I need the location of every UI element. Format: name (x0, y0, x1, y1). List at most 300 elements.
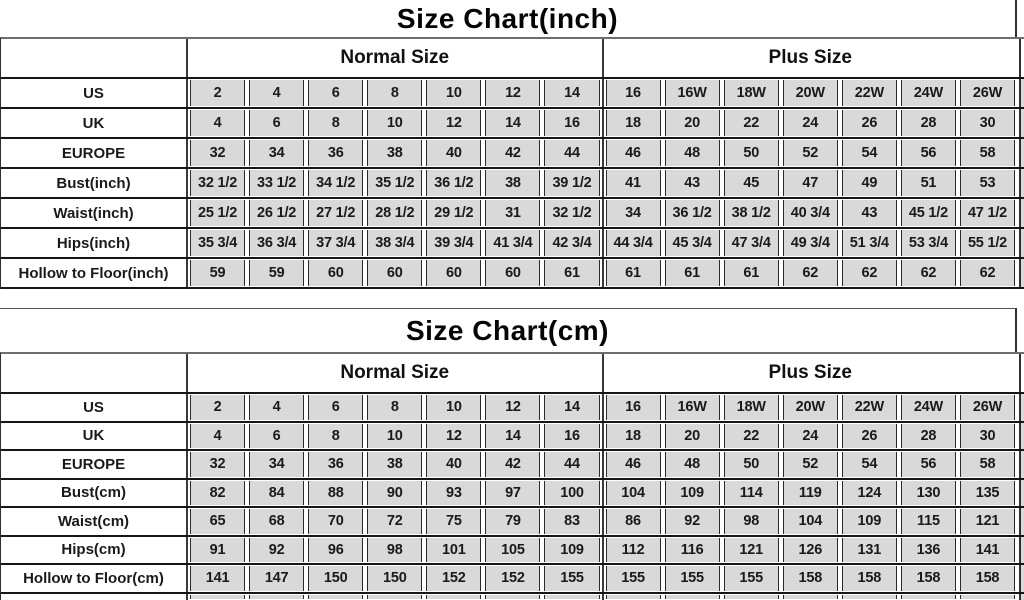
table-header-row (1, 354, 1024, 394)
table-row (1, 79, 1024, 109)
size-cell: 38 (485, 170, 540, 196)
table-right-edge (1019, 423, 1024, 450)
cropped-row-strip (0, 594, 1024, 600)
plus-size-header: Plus Size (602, 354, 1018, 392)
size-cell: 34 (606, 200, 661, 226)
page-title-cm: Size Chart(cm) (0, 308, 1017, 352)
size-cell: 38 3/4 (367, 230, 422, 256)
size-cell (367, 595, 422, 599)
size-cell: 32 1/2 (544, 200, 599, 226)
size-cell: 41 3/4 (485, 230, 540, 256)
size-cell: 34 (249, 452, 304, 477)
size-cell: 104 (606, 481, 661, 506)
size-cell: 51 3/4 (842, 230, 897, 256)
plus-size-group (602, 423, 1018, 450)
table-right-edge (1019, 508, 1024, 535)
table-right-edge (1019, 394, 1024, 421)
size-cell (724, 595, 779, 599)
size-cell: 16 (544, 424, 599, 449)
size-cell: 114 (724, 481, 779, 506)
size-cell: 82 (190, 481, 245, 506)
size-cell: 58 (960, 140, 1015, 166)
size-cell: 126 (783, 538, 838, 563)
normal-size-group (186, 169, 602, 197)
size-cell (308, 595, 363, 599)
size-cell: 32 (190, 140, 245, 166)
size-cell: 22W (842, 395, 897, 420)
normal-size-group (186, 565, 602, 592)
size-cell: 150 (367, 566, 422, 591)
row-label: UK (1, 423, 186, 450)
size-cell: 83 (544, 509, 599, 534)
size-cell: 22 (724, 110, 779, 136)
size-cell: 65 (190, 509, 245, 534)
size-cell: 10 (426, 395, 481, 420)
size-cell: 48 (665, 452, 720, 477)
size-cell: 4 (249, 395, 304, 420)
normal-size-group (186, 394, 602, 421)
size-cell: 60 (426, 260, 481, 286)
size-cell: 40 (426, 140, 481, 166)
normal-size-group (186, 423, 602, 450)
size-cell: 92 (249, 538, 304, 563)
table-body-inch (1, 79, 1024, 289)
size-cell: 8 (308, 424, 363, 449)
table-row (1, 169, 1024, 199)
size-cell: 20W (783, 395, 838, 420)
page-title-inch: Size Chart(inch) (0, 0, 1017, 37)
plus-size-group (602, 594, 1018, 600)
size-cell: 152 (426, 566, 481, 591)
size-cell (249, 595, 304, 599)
table-right-edge (1019, 594, 1024, 600)
size-cell: 55 1/2 (960, 230, 1015, 256)
size-cell: 50 (724, 140, 779, 166)
size-cell: 4 (190, 424, 245, 449)
size-cell: 28 1/2 (367, 200, 422, 226)
size-cell: 101 (426, 538, 481, 563)
size-cell: 14 (544, 80, 599, 106)
size-cell: 16 (606, 395, 661, 420)
size-cell: 25 1/2 (190, 200, 245, 226)
size-cell: 39 1/2 (544, 170, 599, 196)
size-cell: 109 (665, 481, 720, 506)
row-label: Hips(cm) (1, 537, 186, 564)
size-cell: 155 (665, 566, 720, 591)
size-cell: 109 (544, 538, 599, 563)
plus-size-group (602, 109, 1018, 137)
size-cell: 62 (901, 260, 956, 286)
size-cell: 47 (783, 170, 838, 196)
row-label: EUROPE (1, 451, 186, 478)
size-cell: 35 1/2 (367, 170, 422, 196)
row-label: Waist(inch) (1, 199, 186, 227)
table-right-edge (1019, 109, 1024, 137)
size-cell (485, 595, 540, 599)
size-cell: 36 (308, 140, 363, 166)
size-cell: 75 (426, 509, 481, 534)
size-cell: 54 (842, 452, 897, 477)
size-cell: 46 (606, 140, 661, 166)
size-cell: 100 (544, 481, 599, 506)
size-cell: 158 (901, 566, 956, 591)
size-cell: 27 1/2 (308, 200, 363, 226)
plus-size-group (602, 259, 1018, 287)
plus-size-group (602, 139, 1018, 167)
size-cell: 116 (665, 538, 720, 563)
normal-size-group (186, 109, 602, 137)
size-cell: 10 (367, 424, 422, 449)
table-right-edge (1019, 354, 1024, 392)
cropped-row (1, 594, 1024, 600)
size-cell (783, 595, 838, 599)
plus-size-group (602, 199, 1018, 227)
size-cell: 28 (901, 424, 956, 449)
size-cell: 31 (485, 200, 540, 226)
size-cell: 68 (249, 509, 304, 534)
size-cell: 22 (724, 424, 779, 449)
size-cell: 37 3/4 (308, 230, 363, 256)
size-cell: 24W (901, 80, 956, 106)
size-table-inch (0, 37, 1024, 289)
size-cell (606, 595, 661, 599)
size-cell: 32 (190, 452, 245, 477)
row-label: EUROPE (1, 139, 186, 167)
size-cell: 33 1/2 (249, 170, 304, 196)
plus-size-header: Plus Size (602, 39, 1018, 77)
table-right-edge (1019, 451, 1024, 478)
size-cell: 16W (665, 80, 720, 106)
corner-cell (1, 354, 186, 392)
size-cell: 121 (724, 538, 779, 563)
size-cell: 36 3/4 (249, 230, 304, 256)
table-right-edge (1019, 39, 1024, 77)
size-cell: 124 (842, 481, 897, 506)
size-cell: 119 (783, 481, 838, 506)
size-cell: 30 (960, 110, 1015, 136)
size-cell: 28 (901, 110, 956, 136)
table-gap (0, 289, 1024, 308)
size-cell: 59 (249, 260, 304, 286)
size-cell: 105 (485, 538, 540, 563)
size-cell: 6 (308, 395, 363, 420)
size-cell: 62 (783, 260, 838, 286)
size-cell: 92 (665, 509, 720, 534)
size-cell: 26 1/2 (249, 200, 304, 226)
size-cell: 12 (426, 110, 481, 136)
size-cell: 109 (842, 509, 897, 534)
size-cell: 158 (960, 566, 1015, 591)
size-cell: 38 (367, 452, 422, 477)
size-cell: 44 3/4 (606, 230, 661, 256)
table-row (1, 139, 1024, 169)
size-cell: 131 (842, 538, 897, 563)
size-cell: 155 (724, 566, 779, 591)
table-row (1, 508, 1024, 537)
table-right-edge (1019, 139, 1024, 167)
size-cell: 2 (190, 395, 245, 420)
size-cell: 51 (901, 170, 956, 196)
size-cell: 61 (665, 260, 720, 286)
plus-size-group (602, 508, 1018, 535)
size-cell: 70 (308, 509, 363, 534)
size-cell: 155 (544, 566, 599, 591)
size-cell: 45 3/4 (665, 230, 720, 256)
row-label: UK (1, 109, 186, 137)
size-cell: 12 (426, 424, 481, 449)
row-label: Bust(cm) (1, 480, 186, 507)
size-cell: 42 3/4 (544, 230, 599, 256)
size-cell: 14 (544, 395, 599, 420)
size-cell: 26W (960, 80, 1015, 106)
size-cell: 141 (190, 566, 245, 591)
row-label: Hollow to Floor(cm) (1, 565, 186, 592)
normal-size-group (186, 594, 602, 600)
table-row (1, 229, 1024, 259)
size-cell: 24 (783, 110, 838, 136)
size-cell: 12 (485, 80, 540, 106)
size-cell: 2 (190, 80, 245, 106)
size-cell: 61 (724, 260, 779, 286)
size-cell: 60 (308, 260, 363, 286)
size-cell: 4 (249, 80, 304, 106)
size-cell: 18 (606, 110, 661, 136)
size-cell: 16 (606, 80, 661, 106)
size-cell: 24 (783, 424, 838, 449)
table-right-edge (1019, 229, 1024, 257)
table-row (1, 537, 1024, 566)
size-cell: 36 (308, 452, 363, 477)
size-cell: 40 (426, 452, 481, 477)
size-cell: 38 (367, 140, 422, 166)
plus-size-group (602, 394, 1018, 421)
size-cell: 6 (308, 80, 363, 106)
size-cell: 8 (367, 395, 422, 420)
table-row (1, 259, 1024, 289)
size-cell: 16 (544, 110, 599, 136)
size-cell: 35 3/4 (190, 230, 245, 256)
size-cell: 6 (249, 424, 304, 449)
size-cell: 20 (665, 110, 720, 136)
table-row (1, 423, 1024, 452)
size-cell: 84 (249, 481, 304, 506)
row-label: US (1, 79, 186, 107)
size-cell: 10 (426, 80, 481, 106)
size-cell: 98 (724, 509, 779, 534)
size-cell: 49 (842, 170, 897, 196)
size-cell: 112 (606, 538, 661, 563)
size-cell: 136 (901, 538, 956, 563)
table-row (1, 109, 1024, 139)
size-cell: 62 (960, 260, 1015, 286)
size-cell: 97 (485, 481, 540, 506)
size-cell: 8 (367, 80, 422, 106)
corner-cell (1, 39, 186, 77)
size-cell: 39 3/4 (426, 230, 481, 256)
size-cell: 150 (308, 566, 363, 591)
row-label: Hips(inch) (1, 229, 186, 257)
row-label: US (1, 394, 186, 421)
table-row (1, 480, 1024, 509)
size-cell: 50 (724, 452, 779, 477)
size-cell: 45 1/2 (901, 200, 956, 226)
normal-size-group (186, 79, 602, 107)
size-cell: 158 (783, 566, 838, 591)
size-cell: 34 1/2 (308, 170, 363, 196)
size-cell: 61 (544, 260, 599, 286)
size-cell: 42 (485, 452, 540, 477)
size-cell (190, 595, 245, 599)
size-cell: 6 (249, 110, 304, 136)
normal-size-group (186, 537, 602, 564)
size-cell: 18 (606, 424, 661, 449)
size-cell: 59 (190, 260, 245, 286)
size-cell: 121 (960, 509, 1015, 534)
size-cell: 72 (367, 509, 422, 534)
table-row (1, 394, 1024, 423)
size-cell: 147 (249, 566, 304, 591)
row-label: Waist(cm) (1, 508, 186, 535)
normal-size-header: Normal Size (186, 39, 602, 77)
table-right-edge (1019, 199, 1024, 227)
size-cell: 43 (842, 200, 897, 226)
size-cell: 14 (485, 110, 540, 136)
size-cell: 52 (783, 140, 838, 166)
size-cell: 40 3/4 (783, 200, 838, 226)
size-cell: 36 1/2 (665, 200, 720, 226)
size-cell: 47 3/4 (724, 230, 779, 256)
size-cell: 42 (485, 140, 540, 166)
table-header-row (1, 39, 1024, 79)
normal-size-header: Normal Size (186, 354, 602, 392)
table-right-edge (1019, 537, 1024, 564)
size-cell: 20 (665, 424, 720, 449)
row-label (1, 594, 186, 600)
size-cell: 14 (485, 424, 540, 449)
size-cell (665, 595, 720, 599)
size-cell: 88 (308, 481, 363, 506)
size-cell (842, 595, 897, 599)
size-cell: 20W (783, 80, 838, 106)
size-cell: 62 (842, 260, 897, 286)
size-cell: 34 (249, 140, 304, 166)
plus-size-group (602, 480, 1018, 507)
size-cell: 44 (544, 452, 599, 477)
plus-size-group (602, 537, 1018, 564)
size-cell: 26 (842, 110, 897, 136)
plus-size-group (602, 565, 1018, 592)
normal-size-group (186, 259, 602, 287)
normal-size-group (186, 229, 602, 257)
size-cell: 26 (842, 424, 897, 449)
size-cell: 53 3/4 (901, 230, 956, 256)
size-cell: 22W (842, 80, 897, 106)
table-right-edge (1019, 565, 1024, 592)
size-cell: 10 (367, 110, 422, 136)
size-cell: 16W (665, 395, 720, 420)
size-cell: 104 (783, 509, 838, 534)
size-cell: 32 1/2 (190, 170, 245, 196)
size-cell (426, 595, 481, 599)
size-cell: 49 3/4 (783, 230, 838, 256)
size-cell: 90 (367, 481, 422, 506)
size-cell: 53 (960, 170, 1015, 196)
size-cell: 36 1/2 (426, 170, 481, 196)
size-cell: 58 (960, 452, 1015, 477)
size-cell: 46 (606, 452, 661, 477)
size-cell: 18W (724, 395, 779, 420)
size-cell: 61 (606, 260, 661, 286)
size-cell (901, 595, 956, 599)
size-cell: 30 (960, 424, 1015, 449)
size-cell: 130 (901, 481, 956, 506)
size-cell: 52 (783, 452, 838, 477)
size-cell: 18W (724, 80, 779, 106)
size-cell (960, 595, 1015, 599)
size-cell: 26W (960, 395, 1015, 420)
size-cell: 98 (367, 538, 422, 563)
normal-size-group (186, 451, 602, 478)
size-cell: 47 1/2 (960, 200, 1015, 226)
size-cell: 141 (960, 538, 1015, 563)
size-cell: 86 (606, 509, 661, 534)
size-cell: 44 (544, 140, 599, 166)
row-label: Bust(inch) (1, 169, 186, 197)
size-cell: 155 (606, 566, 661, 591)
table-right-edge (1019, 169, 1024, 197)
plus-size-group (602, 169, 1018, 197)
plus-size-group (602, 79, 1018, 107)
size-cell: 56 (901, 452, 956, 477)
normal-size-group (186, 199, 602, 227)
size-cell: 158 (842, 566, 897, 591)
size-cell: 38 1/2 (724, 200, 779, 226)
table-row (1, 565, 1024, 594)
size-cell: 4 (190, 110, 245, 136)
normal-size-group (186, 508, 602, 535)
table-right-edge (1019, 79, 1024, 107)
table-row (1, 451, 1024, 480)
table-right-edge (1019, 480, 1024, 507)
normal-size-group (186, 480, 602, 507)
size-cell: 48 (665, 140, 720, 166)
size-cell: 96 (308, 538, 363, 563)
size-cell: 41 (606, 170, 661, 196)
size-cell: 79 (485, 509, 540, 534)
row-label: Hollow to Floor(inch) (1, 259, 186, 287)
table-body-cm (1, 394, 1024, 594)
size-table-cm (0, 352, 1024, 594)
size-cell: 24W (901, 395, 956, 420)
plus-size-group (602, 229, 1018, 257)
size-cell: 8 (308, 110, 363, 136)
size-cell: 91 (190, 538, 245, 563)
size-cell: 115 (901, 509, 956, 534)
normal-size-group (186, 139, 602, 167)
size-cell: 29 1/2 (426, 200, 481, 226)
size-cell: 152 (485, 566, 540, 591)
size-cell: 45 (724, 170, 779, 196)
table-row (1, 199, 1024, 229)
size-cell: 93 (426, 481, 481, 506)
size-cell: 135 (960, 481, 1015, 506)
size-cell: 43 (665, 170, 720, 196)
size-cell: 12 (485, 395, 540, 420)
size-cell: 60 (485, 260, 540, 286)
table-right-edge (1019, 259, 1024, 287)
plus-size-group (602, 451, 1018, 478)
size-cell: 56 (901, 140, 956, 166)
